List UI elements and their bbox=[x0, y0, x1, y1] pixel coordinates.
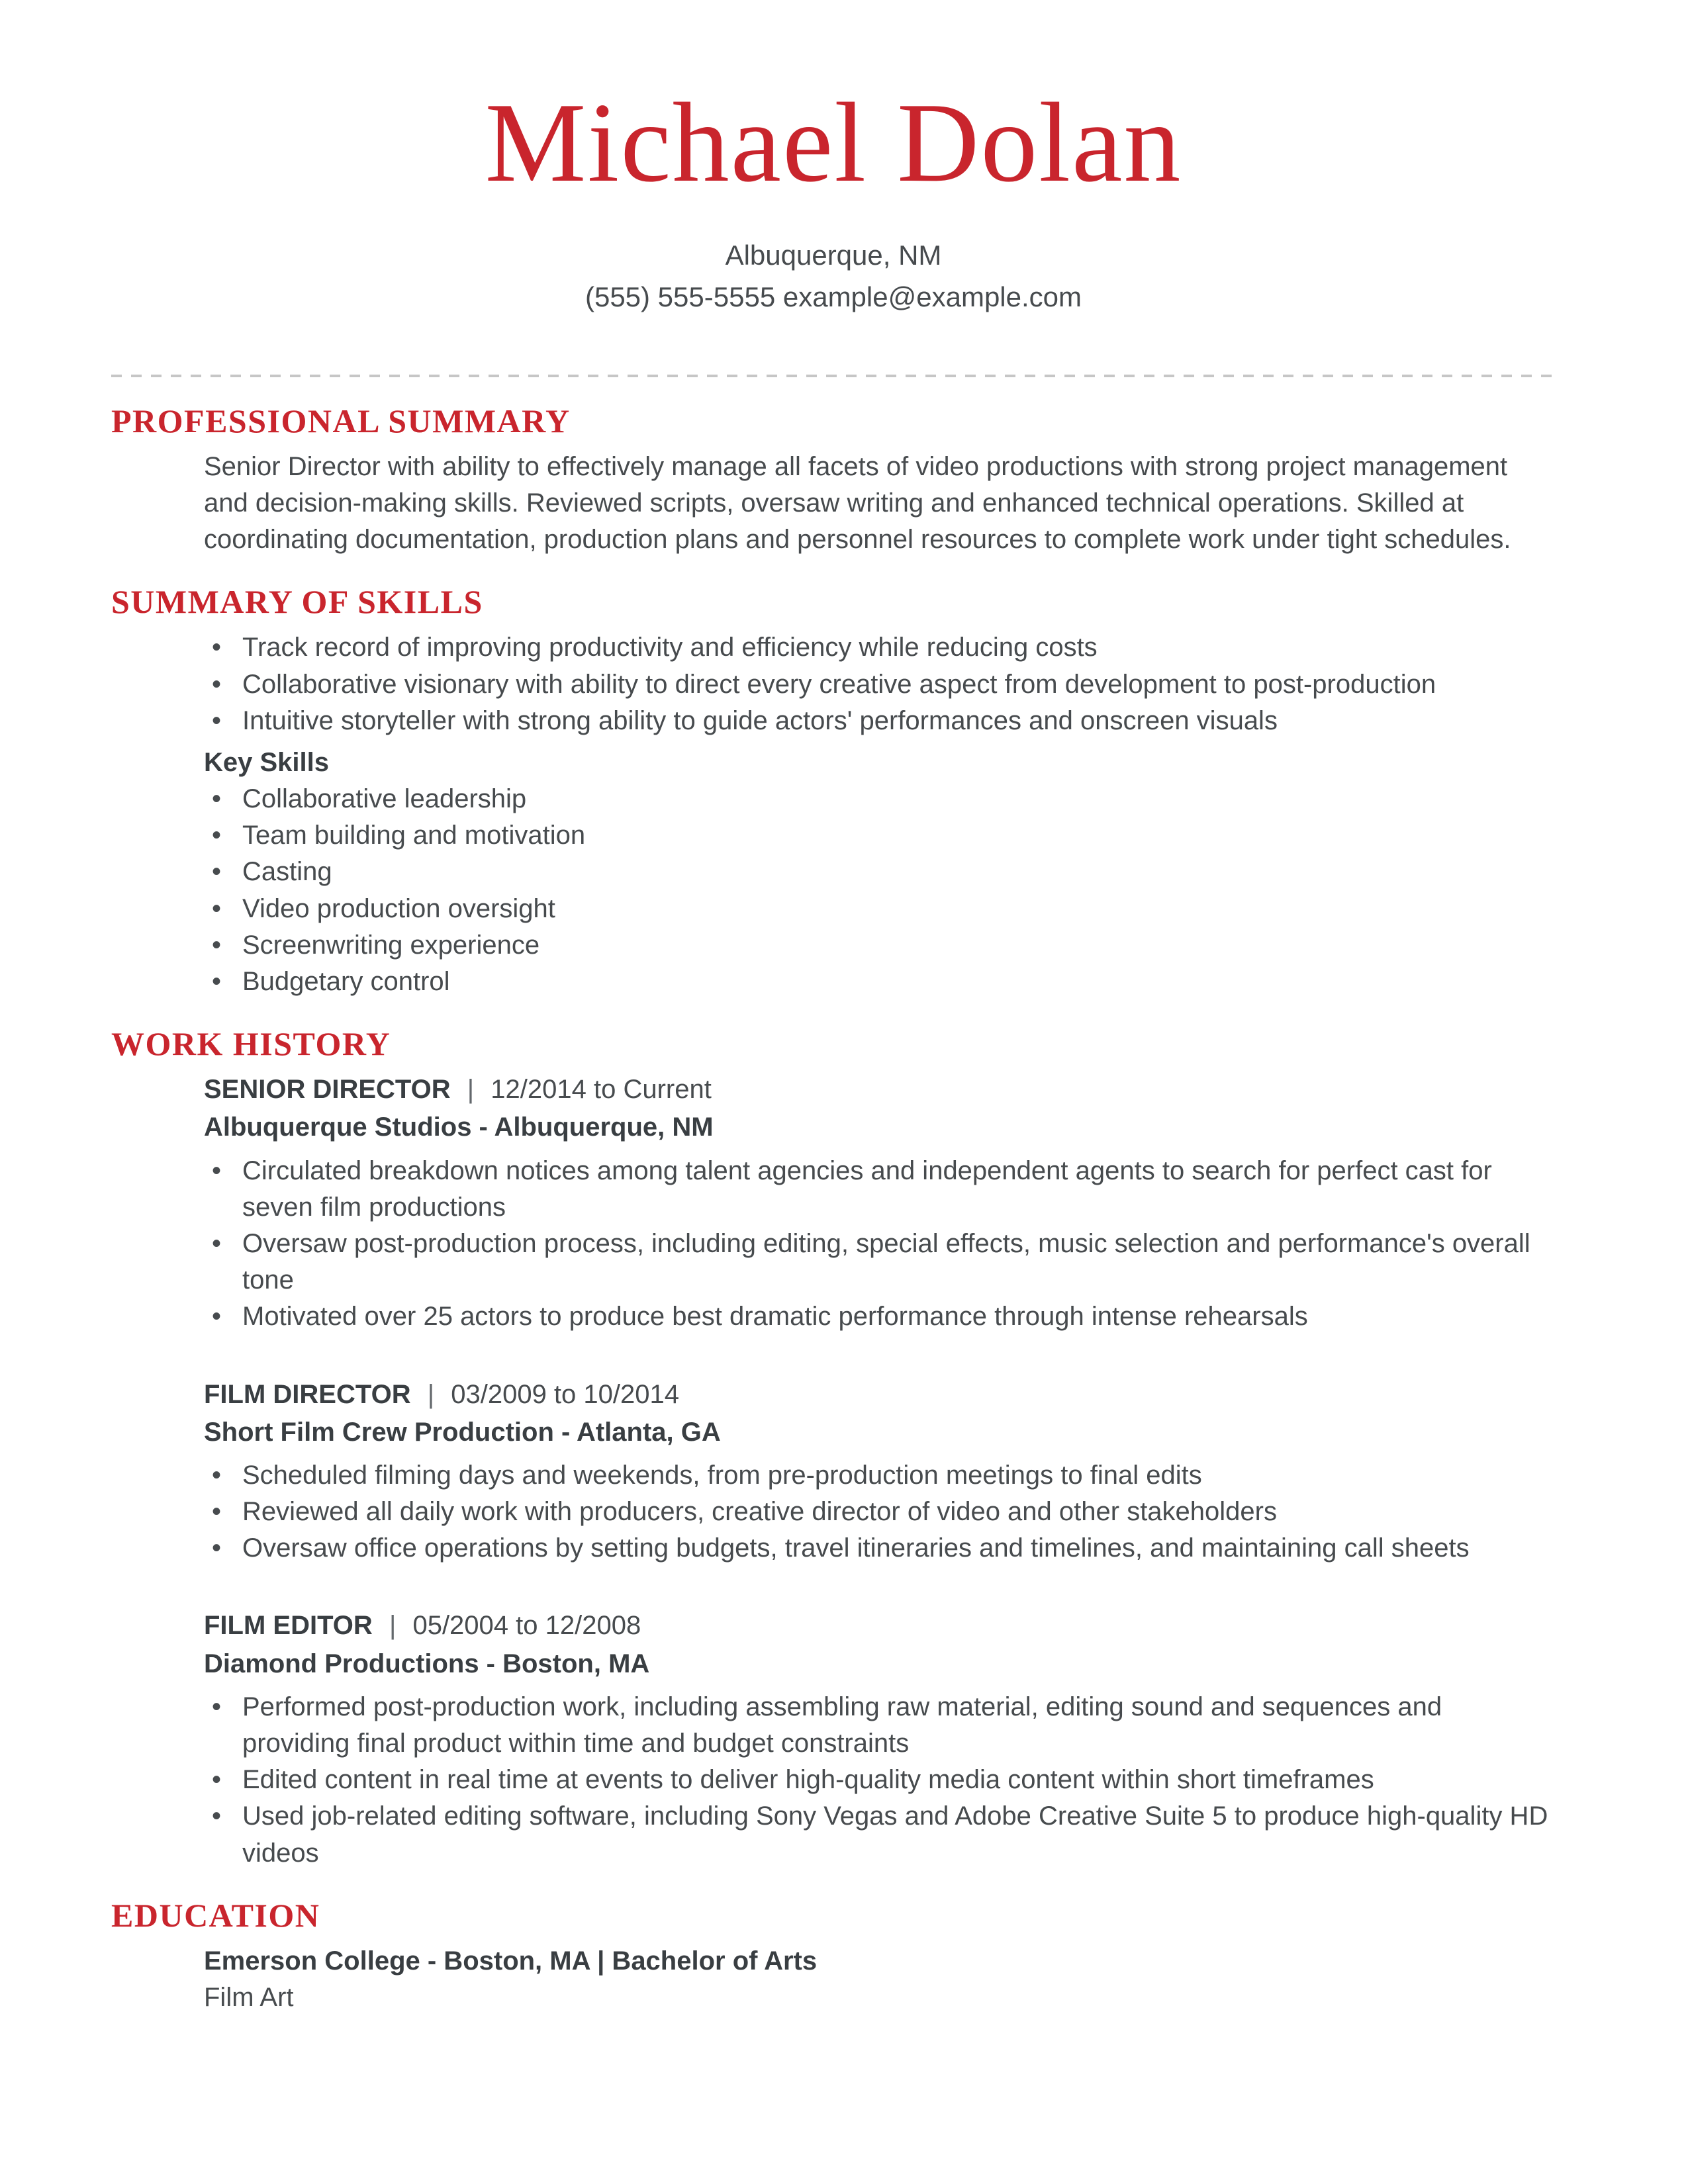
job-entry bbox=[111, 1377, 1556, 1567]
bullet-item: • Video production oversight bbox=[204, 891, 1556, 927]
job-title-separator: | bbox=[389, 1611, 397, 1641]
bullet-item: • Collaborative visionary with ability to direct every creative aspect from development to post-production bbox=[204, 666, 1556, 703]
job-bullets bbox=[204, 1457, 1556, 1567]
resume-header bbox=[111, 78, 1556, 318]
section-work-history bbox=[111, 1024, 1556, 1872]
job-title-separator: | bbox=[467, 1075, 475, 1105]
section-summary-of-skills bbox=[111, 582, 1556, 1000]
job-title-line bbox=[204, 1608, 1556, 1644]
section-professional-summary bbox=[111, 401, 1556, 559]
education-detail: Film Art bbox=[204, 1982, 294, 2012]
job-dates: 03/2009 to 10/2014 bbox=[451, 1379, 679, 1409]
work-history-heading: WORK HISTORY bbox=[111, 1025, 391, 1063]
job-entry bbox=[111, 1608, 1556, 1871]
bullet-item: • Track record of improving productivity and efficiency while reducing costs bbox=[204, 629, 1556, 666]
job-dates: 12/2014 to Current bbox=[491, 1075, 712, 1105]
bullet-item: • Reviewed all daily work with producers, creative director of video and other stakeholders bbox=[204, 1494, 1556, 1530]
education-degree-line: Emerson College - Boston, MA | Bachelor of Arts bbox=[204, 1946, 818, 1976]
key-skills-list bbox=[204, 781, 1556, 1000]
job-title: FILM DIRECTOR bbox=[204, 1379, 411, 1409]
job-employer: Albuquerque Studios - Albuquerque, NM bbox=[204, 1113, 714, 1142]
bullet-item: • Screenwriting experience bbox=[204, 927, 1556, 964]
bullet-item: • Collaborative leadership bbox=[204, 781, 1556, 817]
contact-location: Albuquerque, NM bbox=[725, 239, 942, 271]
job-bullets bbox=[204, 1153, 1556, 1336]
bullet-item: • Performed post-production work, including assembling raw material, editing sound and sequences and providing final product within time and budget constraints bbox=[204, 1689, 1556, 1762]
contact-info bbox=[111, 234, 1556, 318]
job-title-separator: | bbox=[427, 1379, 435, 1409]
jobs-container bbox=[111, 1071, 1556, 1872]
bullet-item: • Motivated over 25 actors to produce best dramatic performance through intense rehearsals bbox=[204, 1298, 1556, 1335]
candidate-name: Michael Dolan bbox=[485, 80, 1182, 206]
bullet-item: • Circulated breakdown notices among talent agencies and independent agents to search for perfect cast for seven film productions bbox=[204, 1153, 1556, 1226]
bullet-item: • Oversaw post-production process, including editing, special effects, music selection and performance's overall tone bbox=[204, 1226, 1556, 1298]
bullet-item: • Team building and motivation bbox=[204, 817, 1556, 854]
contact-phone-email: (555) 555-5555 example@example.com bbox=[585, 281, 1082, 312]
job-employer: Short Film Crew Production - Atlanta, GA bbox=[204, 1417, 721, 1447]
bullet-item: • Budgetary control bbox=[204, 964, 1556, 1000]
summary-of-skills-heading: SUMMARY OF SKILLS bbox=[111, 583, 483, 621]
professional-summary-text: Senior Director with ability to effectively manage all facets of video productions with strong project management and decision-making skills. Reviewed scripts, oversaw writing and enhanced technical operations. Skilled at coordinating documentation, production plans and personnel resources to complete work under tight schedules. bbox=[204, 451, 1511, 555]
job-bullets bbox=[204, 1689, 1556, 1872]
bullet-item: • Oversaw office operations by setting budgets, travel itineraries and timelines, and maintaining call sheets bbox=[204, 1530, 1556, 1567]
bullet-item: • Casting bbox=[204, 854, 1556, 890]
job-dates: 05/2004 to 12/2008 bbox=[412, 1611, 641, 1641]
bullet-item: • Intuitive storyteller with strong ability to guide actors' performances and onscreen visuals bbox=[204, 703, 1556, 739]
skills-bullet-list bbox=[204, 629, 1556, 739]
dashed-divider bbox=[111, 375, 1556, 377]
professional-summary-heading: PROFESSIONAL SUMMARY bbox=[111, 402, 571, 439]
education-heading: EDUCATION bbox=[111, 1896, 320, 1934]
job-title: SENIOR DIRECTOR bbox=[204, 1075, 451, 1105]
bullet-item: • Edited content in real time at events to deliver high-quality media content within short timeframes bbox=[204, 1762, 1556, 1798]
bullet-item: • Used job-related editing software, including Sony Vegas and Adobe Creative Suite 5 to produce high-quality HD videos bbox=[204, 1798, 1556, 1871]
job-title: FILM EDITOR bbox=[204, 1611, 373, 1641]
key-skills-label: Key Skills bbox=[204, 747, 330, 777]
section-education bbox=[111, 1895, 1556, 2016]
job-employer: Diamond Productions - Boston, MA bbox=[204, 1649, 650, 1678]
bullet-item: • Scheduled filming days and weekends, from pre-production meetings to final edits bbox=[204, 1457, 1556, 1494]
job-entry bbox=[111, 1071, 1556, 1335]
job-title-line bbox=[204, 1377, 1556, 1413]
job-title-line bbox=[204, 1071, 1556, 1108]
